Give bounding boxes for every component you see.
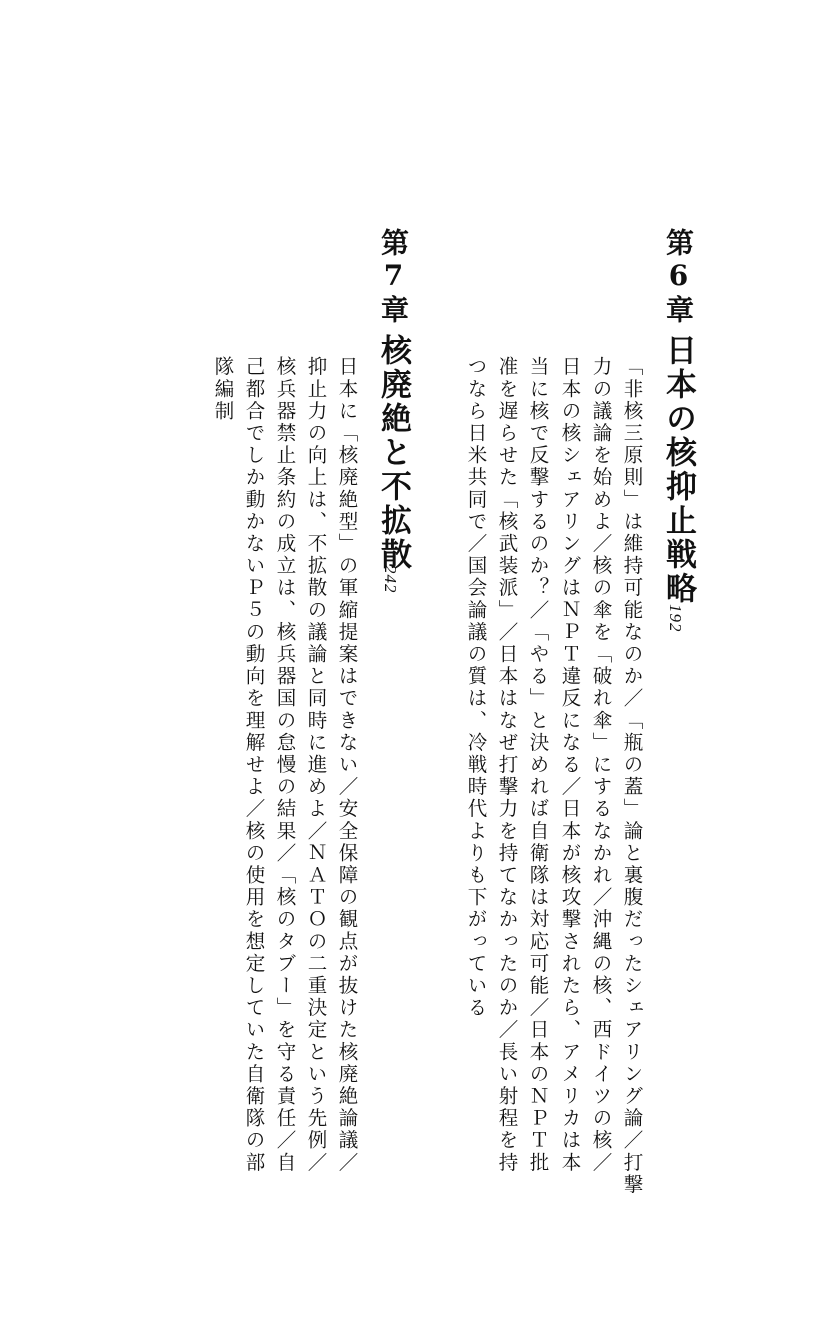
chapter-7-label: 第7章 xyxy=(377,228,410,326)
chapter-7-line-5: 隊編制 xyxy=(211,356,235,423)
chapter-6-line-3: 日本の核シェアリングはＮＰＴ違反になる／日本が核攻撃されたら、アメリカは本 xyxy=(558,356,582,1174)
chapter-6-title: 日本の核抑止戦略 xyxy=(660,334,696,606)
chapter-7-line-4: 己都合でしか動かないＰ５の動向を理解せよ／核の使用を想定していた自衛隊の部 xyxy=(242,356,266,1174)
chapter-7-line-1: 日本に「核廃絶型」の軍縮提案はできない／安全保障の観点が抜けた核廃絶論議／ xyxy=(335,356,359,1174)
chapter-6-line-2: 力の議論を始めよ／核の傘を「破れ傘」にするなかれ／沖縄の核、西ドイツの核／ xyxy=(589,356,613,1174)
chapter-6-label: 第6章 xyxy=(662,228,695,326)
chapter-7-page-number: 242 xyxy=(381,565,400,594)
chapter-7-line-3: 核兵器禁止条約の成立は、核兵器国の怠慢の結果／「核のタブー」を守る責任／自 xyxy=(273,356,297,1174)
chapter-6-line-4: 当に核で反撃するのか？／「やる」と決めれば自衛隊は対応可能／日本のＮＰＴ批 xyxy=(526,356,550,1174)
chapter-6-line-5: 准を遅らせた「核武装派」／日本はなぜ打撃力を持てなかったのか／長い射程を持 xyxy=(495,356,519,1174)
chapter-6-page-number: 192 xyxy=(666,604,685,633)
chapter-7-title: 核廃絶と不拡散 xyxy=(375,334,411,572)
chapter-7-line-2: 抑止力の向上は、不拡散の議論と同時に進めよ／ＮＡＴＯの二重決定という先例／ xyxy=(304,356,328,1174)
chapter-6-line-1: 「非核三原則」は維持可能なのか／「瓶の蓋」論と裏腹だったシェアリング論／打撃 xyxy=(620,356,644,1196)
chapter-6-line-6: つなら日米共同で／国会論議の質は、冷戦時代よりも下がっている xyxy=(464,356,488,1019)
